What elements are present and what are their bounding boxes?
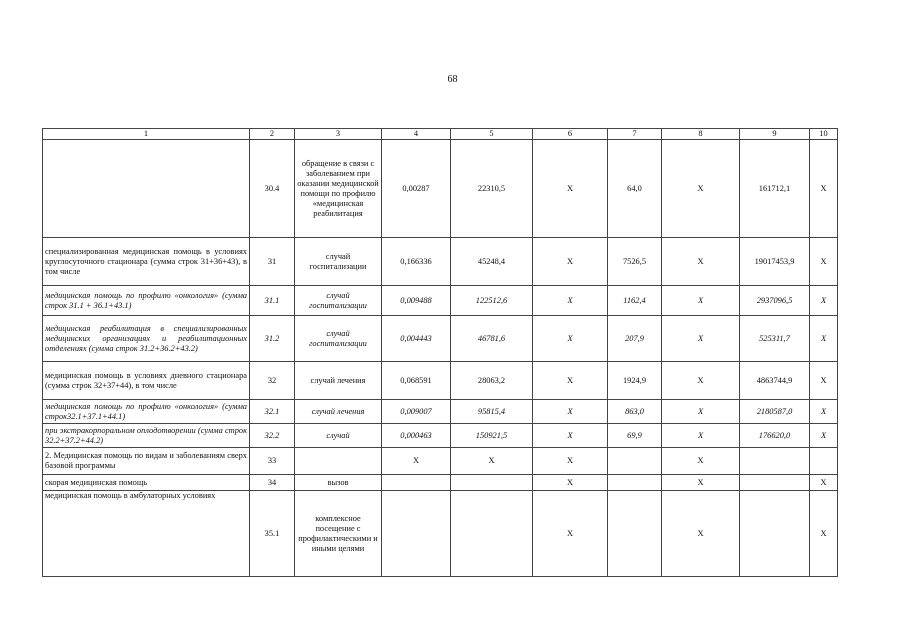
cell-col10: X bbox=[810, 238, 838, 286]
cell-col10: X bbox=[810, 491, 838, 577]
cell-description: медицинская помощь по профилю «онкология» (сумма строк 31.1 + 36.1+43.1) bbox=[43, 286, 250, 316]
cell-cost: 22310,5 bbox=[451, 140, 533, 238]
cell-row-code: 32.1 bbox=[250, 400, 295, 424]
cell-volume: 0,009007 bbox=[382, 400, 451, 424]
cell-col10: X bbox=[810, 140, 838, 238]
cell-unit: случай госпитализации bbox=[295, 238, 382, 286]
cell-volume bbox=[382, 475, 451, 491]
cell-col8: X bbox=[662, 286, 740, 316]
table-row bbox=[43, 362, 838, 400]
cell-col8: X bbox=[662, 475, 740, 491]
cell-col8: X bbox=[662, 448, 740, 475]
cell-cost: 28063,2 bbox=[451, 362, 533, 400]
cell-cost: 46781,6 bbox=[451, 316, 533, 362]
cell-unit: комплексное посещение с профилактическими и иными целями bbox=[295, 491, 382, 577]
cell-row-code: 34 bbox=[250, 475, 295, 491]
cell-col6: X bbox=[533, 475, 608, 491]
cell-col9 bbox=[740, 448, 810, 475]
cell-description bbox=[43, 140, 250, 238]
cell-cost: 150921,5 bbox=[451, 424, 533, 448]
table-row bbox=[43, 140, 838, 238]
cell-col9 bbox=[740, 491, 810, 577]
cell-cost: X bbox=[451, 448, 533, 475]
cell-col6: X bbox=[533, 400, 608, 424]
data-table bbox=[42, 128, 838, 577]
cell-row-code: 30.4 bbox=[250, 140, 295, 238]
cell-description: скорая медицинская помощь bbox=[43, 475, 250, 491]
table-row bbox=[43, 475, 838, 491]
cell-row-code: 31.2 bbox=[250, 316, 295, 362]
header-cell: 7 bbox=[608, 129, 662, 140]
cell-row-code: 32 bbox=[250, 362, 295, 400]
cell-col6: X bbox=[533, 362, 608, 400]
cell-volume: X bbox=[382, 448, 451, 475]
cell-unit: случай госпитализации bbox=[295, 286, 382, 316]
cell-col9: 2180587,0 bbox=[740, 400, 810, 424]
cell-col6: X bbox=[533, 286, 608, 316]
table-row bbox=[43, 316, 838, 362]
cell-unit: случай лечения bbox=[295, 362, 382, 400]
cell-col8: X bbox=[662, 424, 740, 448]
cell-unit: обращение в связи с заболеванием при оказании медицинской помощи по профилю «медицинская реабилитация bbox=[295, 140, 382, 238]
cell-col8: X bbox=[662, 400, 740, 424]
table-row bbox=[43, 424, 838, 448]
cell-col9: 176620,0 bbox=[740, 424, 810, 448]
cell-volume bbox=[382, 491, 451, 577]
cell-row-code: 31.1 bbox=[250, 286, 295, 316]
table-row bbox=[43, 400, 838, 424]
cell-volume: 0,000463 bbox=[382, 424, 451, 448]
cell-cost: 45248,4 bbox=[451, 238, 533, 286]
cell-volume: 0,166336 bbox=[382, 238, 451, 286]
cell-volume: 0,009488 bbox=[382, 286, 451, 316]
cell-col9: 2937096,5 bbox=[740, 286, 810, 316]
cell-description: 2. Медицинская помощь по видам и заболеваниям сверх базовой программы bbox=[43, 448, 250, 475]
cell-volume: 0,068591 bbox=[382, 362, 451, 400]
header-cell: 5 bbox=[451, 129, 533, 140]
cell-cost bbox=[451, 475, 533, 491]
cell-description: медицинская реабилитация в специализированных медицинских организациях и реабилитационных отделениях (сумма строк 31.2+36.2+43.2) bbox=[43, 316, 250, 362]
cell-col9: 4863744,9 bbox=[740, 362, 810, 400]
cell-col10: X bbox=[810, 424, 838, 448]
table-row bbox=[43, 238, 838, 286]
cell-row-code: 32.2 bbox=[250, 424, 295, 448]
cell-col6: X bbox=[533, 316, 608, 362]
cell-col7: 69,9 bbox=[608, 424, 662, 448]
cell-col8: X bbox=[662, 316, 740, 362]
cell-unit: вызов bbox=[295, 475, 382, 491]
cell-col8: X bbox=[662, 362, 740, 400]
table-row bbox=[43, 448, 838, 475]
cell-col6: X bbox=[533, 424, 608, 448]
header-cell: 1 bbox=[43, 129, 250, 140]
cell-unit: случай лечения bbox=[295, 400, 382, 424]
cell-volume: 0,00287 bbox=[382, 140, 451, 238]
cell-col10: X bbox=[810, 400, 838, 424]
cell-description: медицинская помощь в амбулаторных условиях bbox=[43, 491, 250, 577]
cell-description: медицинская помощь в условиях дневного стационара (сумма строк 32+37+44), в том числе bbox=[43, 362, 250, 400]
cell-description: специализированная медицинская помощь в условиях круглосуточного стационара (сумма строк 31+36+43), в том числе bbox=[43, 238, 250, 286]
table-row bbox=[43, 286, 838, 316]
cell-row-code: 35.1 bbox=[250, 491, 295, 577]
header-cell: 4 bbox=[382, 129, 451, 140]
cell-col9: 19017453,9 bbox=[740, 238, 810, 286]
cell-col8: X bbox=[662, 238, 740, 286]
cell-col6: X bbox=[533, 491, 608, 577]
cell-col7 bbox=[608, 491, 662, 577]
header-cell: 6 bbox=[533, 129, 608, 140]
cell-col10: X bbox=[810, 362, 838, 400]
header-cell: 2 bbox=[250, 129, 295, 140]
header-row bbox=[43, 129, 838, 140]
cell-unit bbox=[295, 448, 382, 475]
cell-cost: 95815,4 bbox=[451, 400, 533, 424]
cell-col6: X bbox=[533, 140, 608, 238]
cell-col10: X bbox=[810, 286, 838, 316]
cell-col7 bbox=[608, 448, 662, 475]
cell-col9: 525311,7 bbox=[740, 316, 810, 362]
cell-col7: 1924,9 bbox=[608, 362, 662, 400]
header-cell: 8 bbox=[662, 129, 740, 140]
cell-description: медицинская помощь по профилю «онкология» (сумма строк32.1+37.1+44.1) bbox=[43, 400, 250, 424]
header-cell: 10 bbox=[810, 129, 838, 140]
cell-volume: 0,004443 bbox=[382, 316, 451, 362]
cell-col8: X bbox=[662, 491, 740, 577]
cell-col6: X bbox=[533, 448, 608, 475]
cell-cost bbox=[451, 491, 533, 577]
cell-description: при экстракорпоральном оплодотворении (сумма строк 32.2+37.2+44.2) bbox=[43, 424, 250, 448]
cell-col8: X bbox=[662, 140, 740, 238]
header-cell: 9 bbox=[740, 129, 810, 140]
cell-col7: 1162,4 bbox=[608, 286, 662, 316]
cell-col7: 207,9 bbox=[608, 316, 662, 362]
cell-col7 bbox=[608, 475, 662, 491]
cell-unit: случай bbox=[295, 424, 382, 448]
cell-unit: случай госпитализации bbox=[295, 316, 382, 362]
cell-row-code: 33 bbox=[250, 448, 295, 475]
cell-col10: X bbox=[810, 316, 838, 362]
cell-col6: X bbox=[533, 238, 608, 286]
cell-col7: 7526,5 bbox=[608, 238, 662, 286]
table-row bbox=[43, 491, 838, 577]
cell-col7: 863,0 bbox=[608, 400, 662, 424]
cell-col9 bbox=[740, 475, 810, 491]
header-cell: 3 bbox=[295, 129, 382, 140]
page-number: 68 bbox=[447, 74, 458, 85]
cell-row-code: 31 bbox=[250, 238, 295, 286]
cell-col10 bbox=[810, 448, 838, 475]
cell-col7: 64,0 bbox=[608, 140, 662, 238]
cell-col9: 161712,1 bbox=[740, 140, 810, 238]
cell-cost: 122512,6 bbox=[451, 286, 533, 316]
cell-col10: X bbox=[810, 475, 838, 491]
